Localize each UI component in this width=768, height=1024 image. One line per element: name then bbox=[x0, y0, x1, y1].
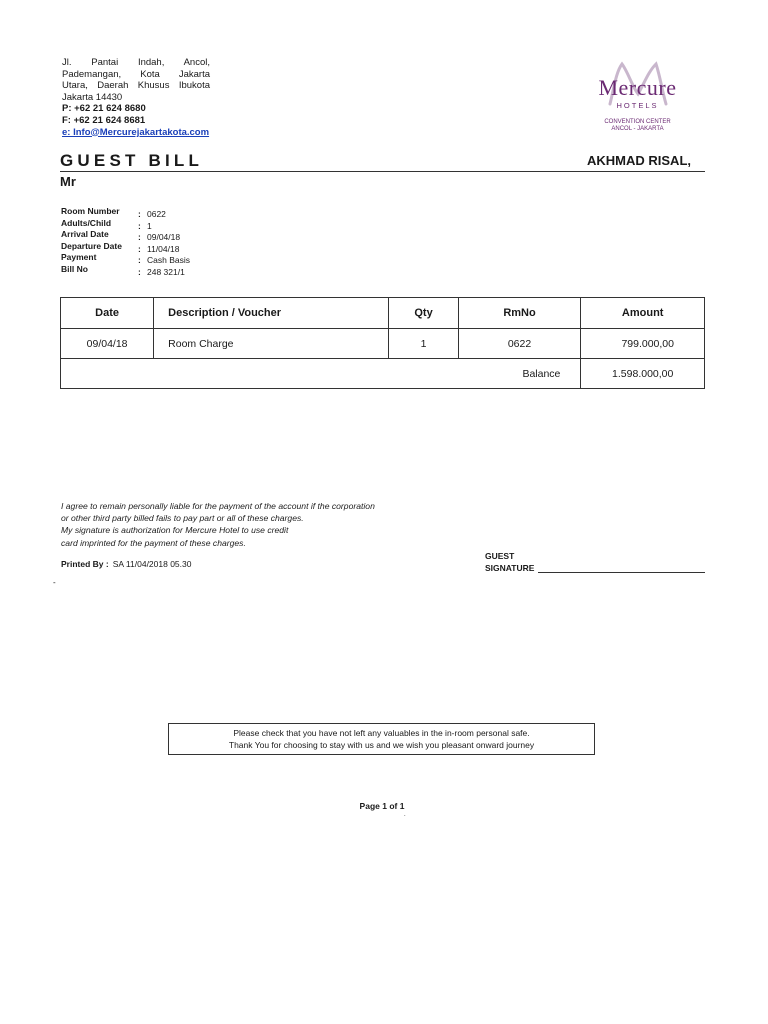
info-colon: : bbox=[138, 220, 141, 231]
address-line: Pademangan, Kota Jakarta bbox=[62, 68, 210, 80]
printed-by-value: SA 11/04/2018 05.30 bbox=[112, 559, 192, 569]
info-label: Room Number bbox=[61, 206, 120, 216]
stray-mark: - bbox=[53, 578, 56, 587]
logo-subtitle-location: ANCOL - JAKARTA bbox=[611, 126, 664, 132]
guest-name: AKHMAD RISAL, bbox=[587, 153, 691, 168]
info-colon: : bbox=[138, 266, 141, 277]
info-value: Cash Basis bbox=[147, 255, 190, 266]
printed-by bbox=[61, 559, 191, 569]
logo-brand: Mercure bbox=[598, 75, 677, 100]
info-label: Bill No bbox=[61, 263, 88, 274]
logo-hotels: HOTELS bbox=[616, 101, 659, 110]
document-title: GUEST BILL bbox=[60, 151, 204, 170]
logo-subtitle-venue: CONVENTION CENTER bbox=[604, 119, 671, 125]
cell-rmno: 0622 bbox=[458, 329, 581, 359]
printed-by-label: Printed By : bbox=[61, 559, 109, 569]
info-colon: : bbox=[138, 255, 141, 266]
table-header-row bbox=[61, 298, 705, 329]
closing-note-box bbox=[168, 723, 595, 755]
bill-table bbox=[60, 297, 705, 389]
balance-label: Balance bbox=[61, 359, 581, 389]
phone-number: P: +62 21 624 8680 bbox=[62, 103, 146, 115]
page-number: Page 1 of 1 bbox=[359, 801, 405, 811]
cell-qty: 1 bbox=[389, 329, 458, 359]
info-label: Adults/Child bbox=[61, 217, 112, 228]
cell-date: 09/04/18 bbox=[61, 329, 154, 359]
signature-label-line-2: SIGNATURE bbox=[485, 562, 535, 573]
info-value: 1 bbox=[147, 220, 152, 231]
guest-salutation: Mr bbox=[60, 174, 76, 189]
cell-amount: 799.000,00 bbox=[581, 329, 705, 359]
balance-value: 1.598.000,00 bbox=[581, 359, 705, 389]
hotel-address bbox=[62, 57, 210, 138]
disclaimer-line: My signature is authorization for Mercure Hotel to use credit bbox=[61, 525, 289, 536]
address-line: Jl. Pantai Indah, Ancol, bbox=[62, 57, 210, 68]
email-link[interactable]: e: Info@Mercurejakartakota.com bbox=[62, 126, 210, 138]
disclaimer-line: card imprinted for the payment of these charges. bbox=[61, 537, 246, 548]
disclaimer-line: I agree to remain personally liable for the payment of the account if the corporation bbox=[61, 501, 375, 511]
info-value: 248 321/1 bbox=[147, 266, 185, 277]
info-value: 0622 bbox=[147, 209, 166, 219]
address-line: Jakarta 14430 bbox=[62, 91, 123, 103]
address-line: Utara, Daerah Khusus Ibukota bbox=[62, 80, 210, 92]
disclaimer-line: or other third party billed fails to pay part or all of these charges. bbox=[61, 513, 304, 524]
column-header-qty: Qty bbox=[389, 298, 458, 329]
column-header-amount: Amount bbox=[581, 298, 705, 329]
info-value: 11/04/18 bbox=[147, 243, 180, 254]
stray-mark: . bbox=[404, 812, 406, 818]
table-row bbox=[61, 329, 705, 359]
info-label: Payment bbox=[61, 252, 97, 263]
info-colon: : bbox=[138, 243, 141, 254]
guest-signature-label bbox=[485, 551, 534, 574]
note-line: Please check that you have not left any valuables in the in-room personal safe. bbox=[233, 728, 530, 738]
fax-number: F: +62 21 624 8681 bbox=[62, 114, 146, 126]
column-header-description: Description / Voucher bbox=[154, 298, 389, 329]
info-colon: : bbox=[138, 232, 141, 243]
column-header-rmno: RmNo bbox=[458, 298, 581, 329]
signature-label-line-1: GUEST bbox=[485, 551, 515, 561]
liability-disclaimer bbox=[61, 500, 421, 549]
signature-line bbox=[538, 572, 705, 573]
mercure-logo bbox=[580, 58, 695, 138]
info-label: Departure Date bbox=[61, 240, 122, 251]
cell-description: Room Charge bbox=[154, 329, 389, 359]
note-line: Thank You for choosing to stay with us and we wish you pleasant onward journey bbox=[228, 740, 535, 750]
info-value: 09/04/18 bbox=[147, 232, 181, 243]
column-header-date: Date bbox=[61, 298, 154, 329]
info-colon: : bbox=[138, 209, 141, 219]
title-divider bbox=[60, 171, 705, 172]
info-label: Arrival Date bbox=[61, 229, 109, 240]
balance-row bbox=[61, 359, 705, 389]
